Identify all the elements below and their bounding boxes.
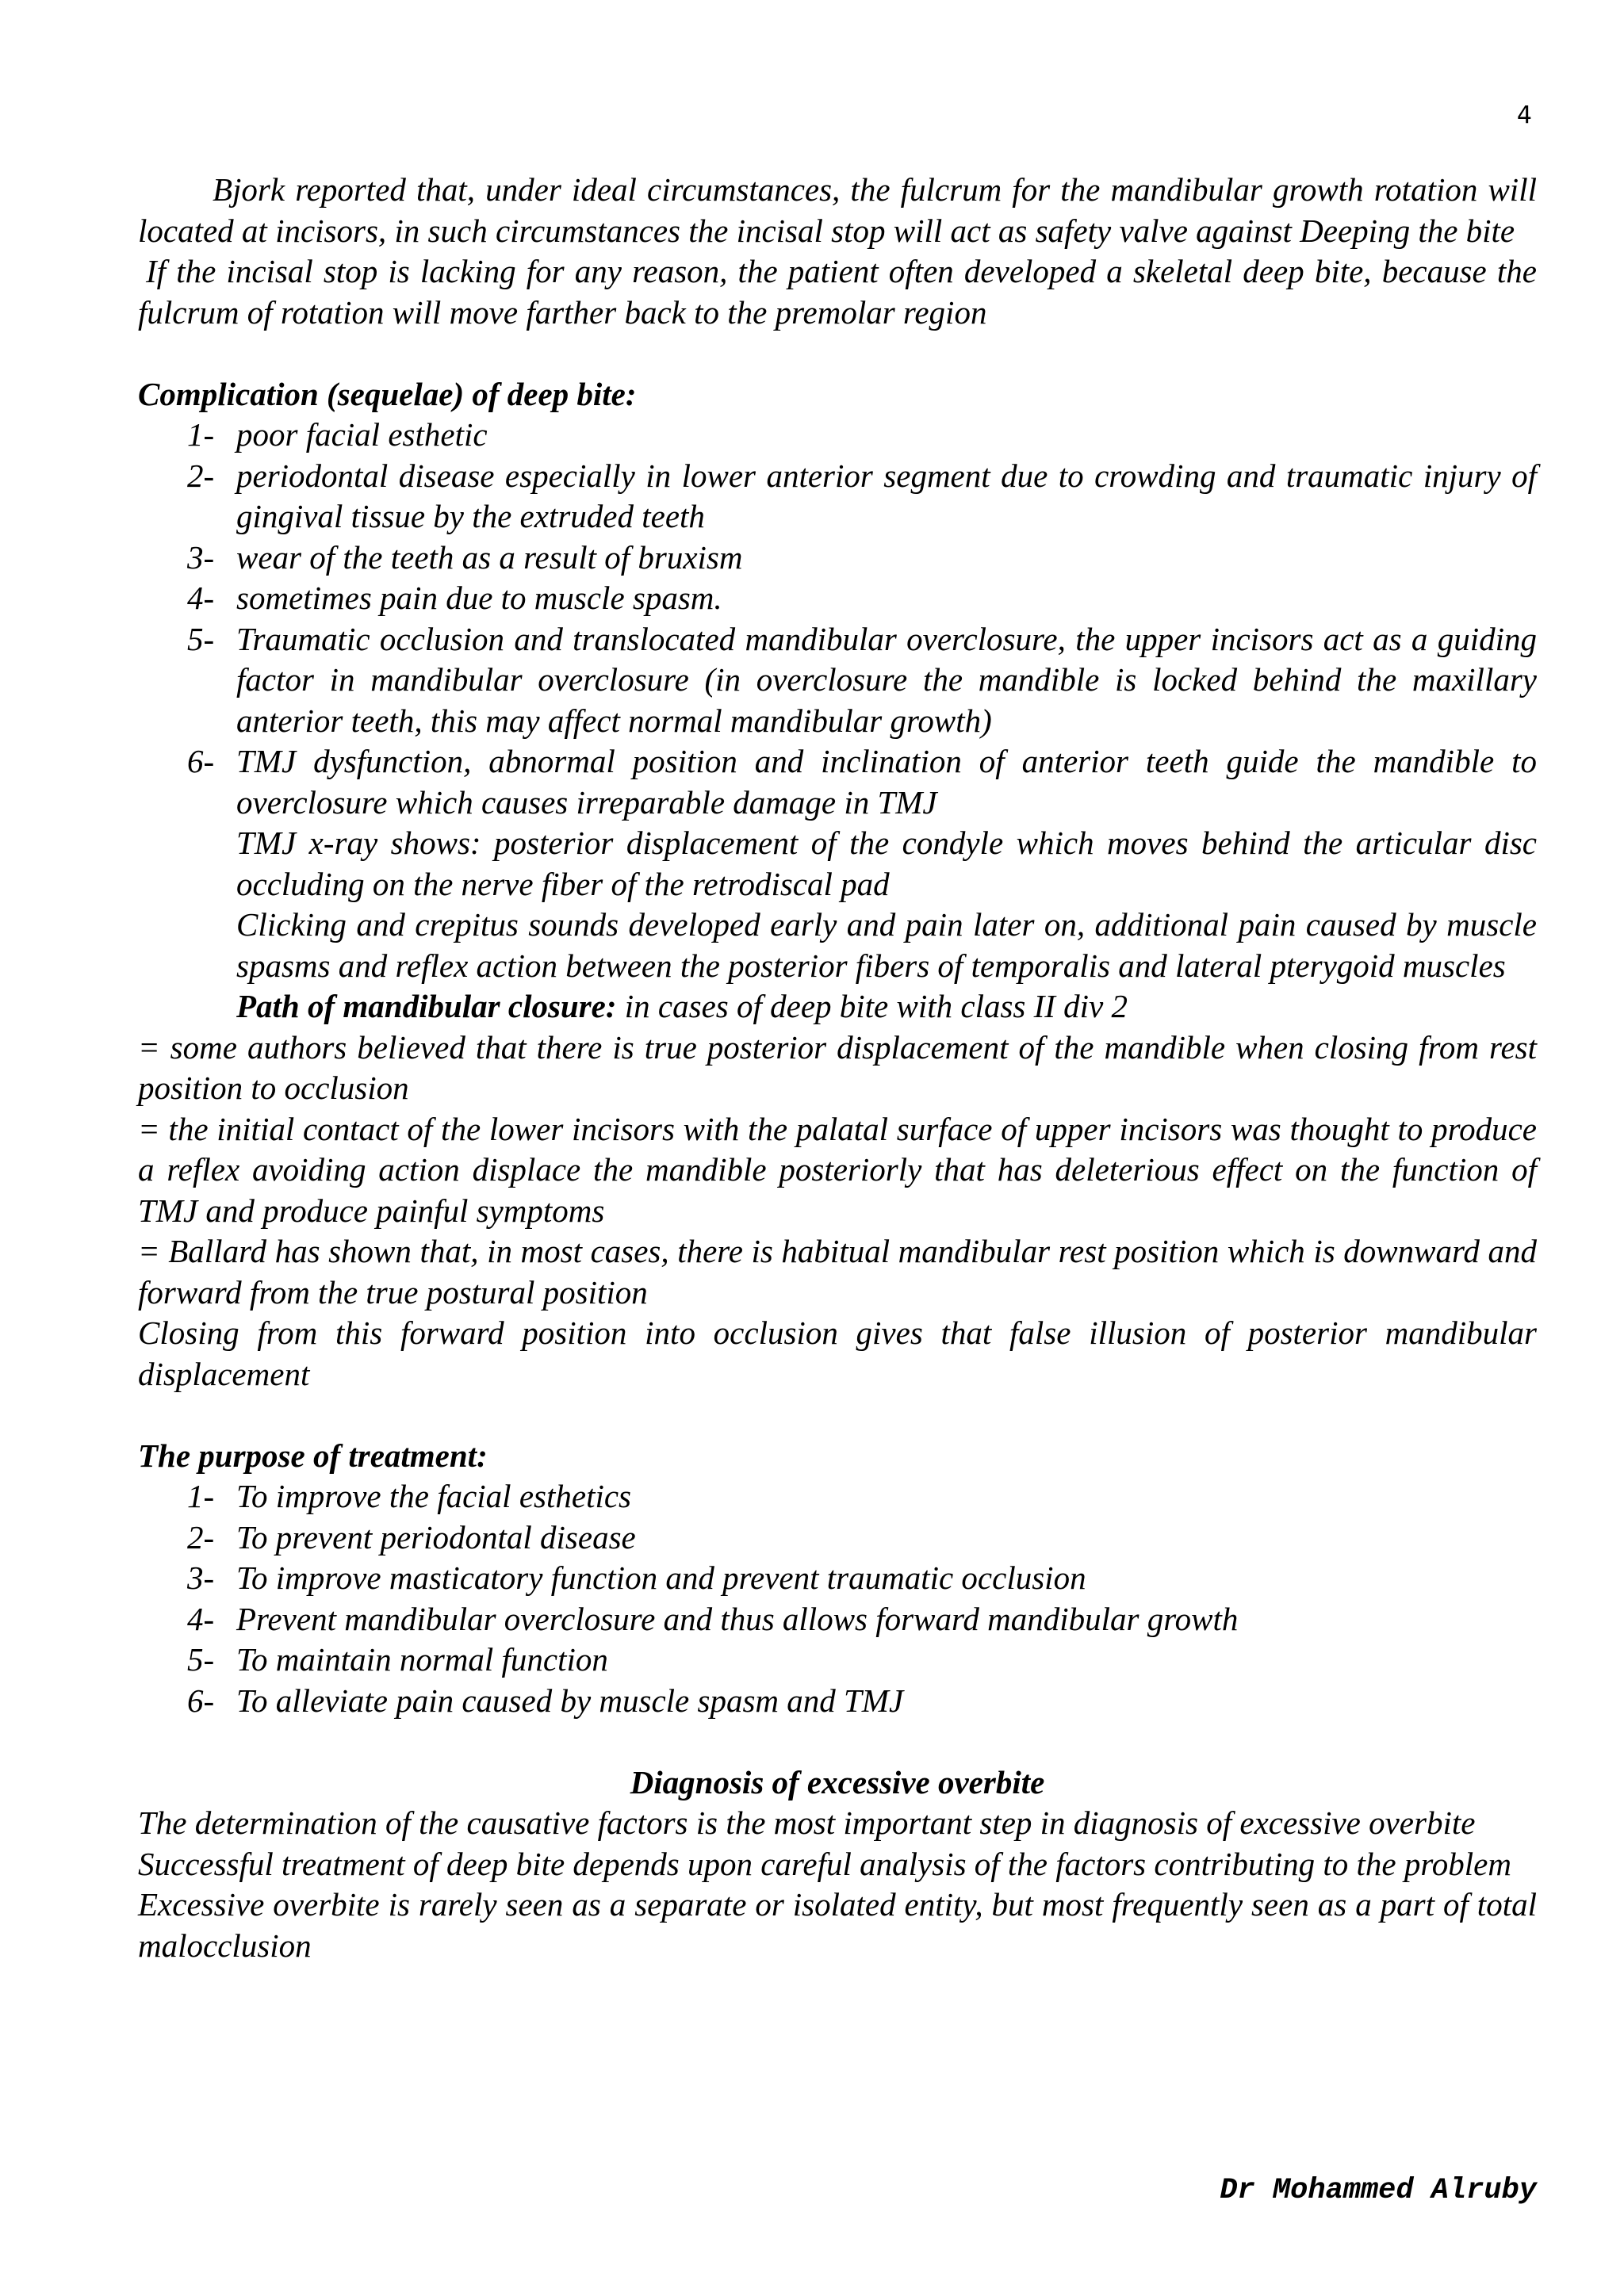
complications-list — [138, 415, 1537, 823]
purpose-list — [138, 1476, 1537, 1721]
list-item-text: poor facial esthetic — [236, 416, 488, 453]
complications-heading: Complication (sequelae) of deep bite: — [138, 375, 637, 412]
list-item-text: To alleviate pain caused by muscle spasm and TMJ — [236, 1682, 904, 1719]
closure-paragraph: = Ballard has shown that, in most cases, there is habitual mandibular rest position which is downward and forward from the true postural position — [138, 1233, 1537, 1311]
list-item-number: 5- — [187, 1641, 215, 1678]
list-item-text: wear of the teeth as a result of bruxism — [236, 538, 743, 576]
list-item-number: 6- — [187, 1682, 215, 1719]
list-item — [138, 415, 1537, 456]
list-item-number: 3- — [187, 538, 215, 576]
intro-paragraph: Bjork reported that, under ideal circumstances, the fulcrum for the mandibular growth rotation will located at incisors, in such circumstances the incisal stop will act as safety valve against Deeping the bite — [138, 171, 1537, 249]
diagnosis-paragraph: The determination of the causative factors is the most important step in diagnosis of excessive overbite — [138, 1804, 1476, 1841]
list-item-text: To improve masticatory function and prevent traumatic occlusion — [236, 1559, 1086, 1596]
list-item — [138, 538, 1537, 579]
document-body — [138, 170, 1537, 1966]
list-item — [138, 1640, 1537, 1681]
list-item-number: 3- — [187, 1559, 215, 1596]
list-item — [138, 1558, 1537, 1599]
path-of-closure-text: in cases of deep bite with class II div 2 — [616, 988, 1128, 1024]
author-signature: Dr Mohammed Alruby — [1220, 2174, 1537, 2207]
list-item-text: To maintain normal function — [236, 1641, 608, 1678]
list-item-number: 1- — [187, 1478, 215, 1514]
list-item — [138, 1476, 1537, 1517]
list-item — [138, 456, 1537, 538]
clicking-paragraph: Clicking and crepitus sounds developed early and pain later on, additional pain caused by muscle spasms and reflex action between the posterior fibers of temporalis and lateral pterygoid muscles — [236, 906, 1537, 984]
list-item-text: Traumatic occlusion and translocated mandibular overclosure, the upper incisors act as a guiding factor in mandibular overclosure (in overclosure the mandible is locked behind the maxillary anterior teeth, this may affect normal mandibular growth) — [236, 620, 1537, 739]
list-item-number: 2- — [187, 457, 215, 494]
list-item-text: sometimes pain due to muscle spasm. — [236, 580, 722, 616]
diagnosis-heading: Diagnosis of excessive overbite — [630, 1763, 1045, 1800]
path-of-closure-line — [138, 986, 1537, 1027]
list-item — [138, 741, 1537, 823]
list-item-text: To prevent periodontal disease — [236, 1518, 636, 1556]
path-of-closure-label: Path of mandibular closure: — [236, 988, 617, 1024]
list-item-text: To improve the facial esthetics — [236, 1478, 632, 1514]
list-item — [138, 1599, 1537, 1640]
list-item — [138, 619, 1537, 742]
list-item-number: 2- — [187, 1518, 215, 1556]
list-item-text: periodontal disease especially in lower anterior segment due to crowding and traumatic injury of gingival tissue by the extruded teeth — [236, 457, 1537, 534]
list-item-number: 5- — [187, 620, 215, 657]
list-item-text: Prevent mandibular overclosure and thus allows forward mandibular growth — [236, 1600, 1239, 1637]
list-item — [138, 1681, 1537, 1722]
purpose-heading: The purpose of treatment: — [138, 1437, 488, 1474]
list-item-text: TMJ dysfunction, abnormal position and inclination of anterior teeth guide the mandible to overclosure which causes irreparable damage in TMJ — [236, 743, 1537, 821]
tmj-xray-paragraph: TMJ x-ray shows: posterior displacement of the condyle which moves behind the articular disc occluding on the nerve fiber of the retrodiscal pad — [236, 825, 1537, 902]
list-item-number: 6- — [187, 743, 215, 779]
closure-paragraph: = some authors believed that there is true posterior displacement of the mandible when closing from rest position to occlusion — [138, 1028, 1537, 1106]
list-item-number: 4- — [187, 1600, 215, 1637]
list-item — [138, 1517, 1537, 1559]
page-number: 4 — [1516, 101, 1532, 129]
closure-paragraph: = the initial contact of the lower incisors with the palatal surface of upper incisors was thought to produce a reflex avoiding action displace the mandible posteriorly that has deleterious effect on the function of TMJ and produce painful symptoms — [138, 1110, 1537, 1229]
diagnosis-paragraph: Excessive overbite is rarely seen as a separate or isolated entity, but most frequently seen as a part of total malocclusion — [138, 1886, 1537, 1964]
list-item-number: 1- — [187, 416, 215, 453]
intro-paragraph: If the incisal stop is lacking for any reason, the patient often developed a skeletal deep bite, because the fulcrum of rotation will move farther back to the premolar region — [138, 253, 1537, 331]
diagnosis-paragraph: Successful treatment of deep bite depends upon careful analysis of the factors contributing to the problem — [138, 1845, 1511, 1882]
list-item — [138, 578, 1537, 619]
closure-paragraph: Closing from this forward position into occlusion gives that false illusion of posterior mandibular displacement — [138, 1314, 1537, 1392]
list-item-number: 4- — [187, 580, 215, 616]
